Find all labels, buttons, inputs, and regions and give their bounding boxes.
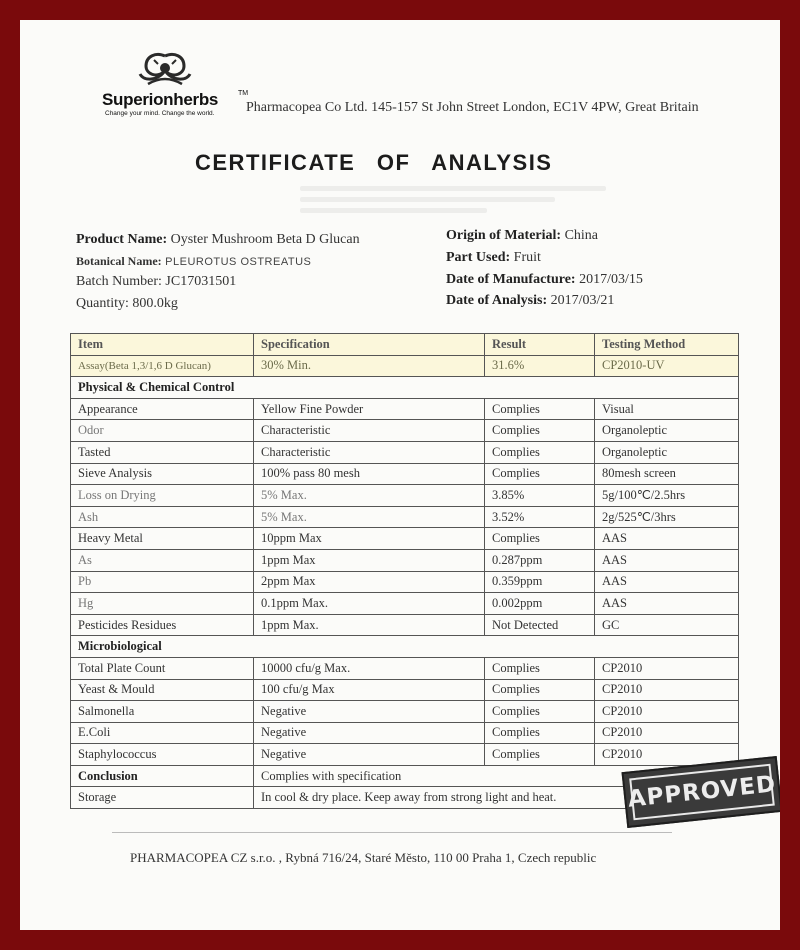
table-row	[71, 614, 739, 636]
part-used-line	[446, 250, 541, 266]
row-item: Heavy Metal	[71, 528, 254, 550]
row-item: Staphylococcus	[71, 744, 254, 766]
product-name-line	[76, 232, 360, 248]
row-result: Complies	[485, 441, 595, 463]
quantity-line	[76, 296, 178, 312]
row-specification: Characteristic	[254, 420, 485, 442]
certificate-page	[20, 20, 780, 930]
analysis-table	[70, 333, 739, 809]
table-row	[71, 744, 739, 766]
assay-result: 31.6%	[485, 355, 595, 377]
company-logo	[102, 50, 249, 130]
table-row	[71, 485, 739, 507]
conclusion-label: Conclusion	[71, 765, 254, 787]
batch-number-label: Batch Number:	[76, 274, 162, 289]
row-result: 0.002ppm	[485, 593, 595, 615]
product-name-value: Oyster Mushroom Beta D Glucan	[170, 232, 360, 247]
row-item: Hg	[71, 593, 254, 615]
row-result: Complies	[485, 722, 595, 744]
origin-label: Origin of Material:	[446, 228, 562, 243]
row-result: 0.359ppm	[485, 571, 595, 593]
row-specification: 10000 cfu/g Max.	[254, 657, 485, 679]
assay-method: CP2010-UV	[595, 355, 739, 377]
page-title: CERTIFICATE OF ANALYSIS	[195, 150, 553, 175]
row-result: Complies	[485, 463, 595, 485]
table-row	[71, 722, 739, 744]
row-method: CP2010	[595, 679, 739, 701]
header-item: Item	[71, 334, 254, 356]
botanical-name-label: Botanical Name:	[76, 254, 162, 268]
row-specification: 2ppm Max	[254, 571, 485, 593]
row-item: Odor	[71, 420, 254, 442]
table-row	[71, 398, 739, 420]
row-specification: 5% Max.	[254, 506, 485, 528]
section-row-microbiological	[71, 636, 739, 658]
product-name-label: Product Name:	[76, 232, 168, 247]
table-row	[71, 463, 739, 485]
row-item: Pb	[71, 571, 254, 593]
row-result: Complies	[485, 398, 595, 420]
origin-value: China	[564, 228, 599, 243]
section-title-physical: Physical & Chemical Control	[71, 377, 739, 399]
row-specification: 100 cfu/g Max	[254, 679, 485, 701]
table-row	[71, 593, 739, 615]
analysis-date-value: 2017/03/21	[550, 293, 615, 308]
row-result: 0.287ppm	[485, 549, 595, 571]
row-method: CP2010	[595, 701, 739, 723]
row-specification: Characteristic	[254, 441, 485, 463]
assay-specification: 30% Min.	[254, 355, 485, 377]
manufacture-date-label: Date of Manufacture:	[446, 272, 576, 287]
row-method: 5g/100℃/2.5hrs	[595, 485, 739, 507]
part-used-value: Fruit	[513, 250, 541, 265]
row-result: Complies	[485, 420, 595, 442]
row-result: 3.85%	[485, 485, 595, 507]
row-item: E.Coli	[71, 722, 254, 744]
row-item: Total Plate Count	[71, 657, 254, 679]
row-specification: Negative	[254, 722, 485, 744]
approved-stamp-border	[626, 764, 778, 821]
section-row-physical	[71, 377, 739, 399]
manufacture-date-value: 2017/03/15	[579, 272, 643, 287]
row-specification: 0.1ppm Max.	[254, 593, 485, 615]
row-specification: 100% pass 80 mesh	[254, 463, 485, 485]
row-method: CP2010	[595, 657, 739, 679]
row-method: Organoleptic	[595, 441, 739, 463]
section-title-microbiological: Microbiological	[71, 636, 739, 658]
row-item: Appearance	[71, 398, 254, 420]
row-result: Complies	[485, 528, 595, 550]
table-row	[71, 549, 739, 571]
table-row	[71, 701, 739, 723]
row-method: AAS	[595, 593, 739, 615]
row-result: Complies	[485, 744, 595, 766]
logo-trademark: TM	[238, 90, 249, 97]
footer-divider	[112, 832, 672, 833]
row-specification: 5% Max.	[254, 485, 485, 507]
row-method: AAS	[595, 549, 739, 571]
header-specification: Specification	[254, 334, 485, 356]
quantity-value: 800.0kg	[132, 296, 178, 311]
assay-item: Assay(Beta 1,3/1,6 D Glucan)	[71, 355, 254, 377]
origin-line	[446, 228, 598, 244]
table-row	[71, 679, 739, 701]
dragon-knot-logo-icon	[134, 52, 196, 88]
manufacture-date-line	[446, 272, 643, 288]
botanical-name-line	[76, 254, 311, 270]
row-specification: 1ppm Max.	[254, 614, 485, 636]
analysis-date-label: Date of Analysis:	[446, 293, 548, 308]
table-row	[71, 571, 739, 593]
table-header-row	[71, 334, 739, 356]
header-testing-method: Testing Method	[595, 334, 739, 356]
row-item: Salmonella	[71, 701, 254, 723]
row-method: AAS	[595, 571, 739, 593]
logo-tagline: Change your mind. Change the world.	[105, 110, 215, 117]
botanical-name-value: PLEUROTUS OSTREATUS	[165, 256, 312, 268]
header-result: Result	[485, 334, 595, 356]
show-through-ghost-text	[300, 180, 640, 220]
row-result: Complies	[485, 701, 595, 723]
table-row	[71, 528, 739, 550]
row-method: GC	[595, 614, 739, 636]
row-item: Ash	[71, 506, 254, 528]
quantity-label: Quantity:	[76, 296, 129, 311]
row-result: Not Detected	[485, 614, 595, 636]
row-method: CP2010	[595, 722, 739, 744]
storage-label: Storage	[71, 787, 254, 809]
row-method: 80mesh screen	[595, 463, 739, 485]
assay-row	[71, 355, 739, 377]
analysis-date-line	[446, 293, 614, 309]
part-used-label: Part Used:	[446, 250, 511, 265]
logo-wordmark: Superionherbs	[102, 90, 219, 109]
row-method: AAS	[595, 528, 739, 550]
row-item: Tasted	[71, 441, 254, 463]
table-row	[71, 657, 739, 679]
approved-stamp-text: APPROVED	[626, 771, 778, 813]
row-result: Complies	[485, 657, 595, 679]
row-item: Sieve Analysis	[71, 463, 254, 485]
row-specification: 1ppm Max	[254, 549, 485, 571]
batch-number-value: JC17031501	[165, 274, 237, 289]
row-specification: Yellow Fine Powder	[254, 398, 485, 420]
row-specification: Negative	[254, 744, 485, 766]
row-method: Organoleptic	[595, 420, 739, 442]
row-item: Yeast & Mould	[71, 679, 254, 701]
row-item: As	[71, 549, 254, 571]
row-specification: Negative	[254, 701, 485, 723]
footer-address: PHARMACOPEA CZ s.r.o. , Rybná 716/24, Staré Město, 110 00 Praha 1, Czech republic	[130, 850, 597, 865]
row-method: Visual	[595, 398, 739, 420]
table-row	[71, 506, 739, 528]
row-specification: 10ppm Max	[254, 528, 485, 550]
storage-value: In cool & dry place. Keep away from strong light and heat.	[254, 787, 739, 809]
row-method: 2g/525℃/3hrs	[595, 506, 739, 528]
table-row	[71, 420, 739, 442]
table-row	[71, 441, 739, 463]
row-result: 3.52%	[485, 506, 595, 528]
row-item: Loss on Drying	[71, 485, 254, 507]
row-item: Pesticides Residues	[71, 614, 254, 636]
batch-number-line	[76, 274, 236, 290]
header-address: Pharmacopea Co Ltd. 145-157 St John Street London, EC1V 4PW, Great Britain	[246, 100, 699, 115]
row-method: CP2010	[595, 744, 739, 766]
conclusion-value: Complies with specification	[254, 765, 739, 787]
row-result: Complies	[485, 679, 595, 701]
